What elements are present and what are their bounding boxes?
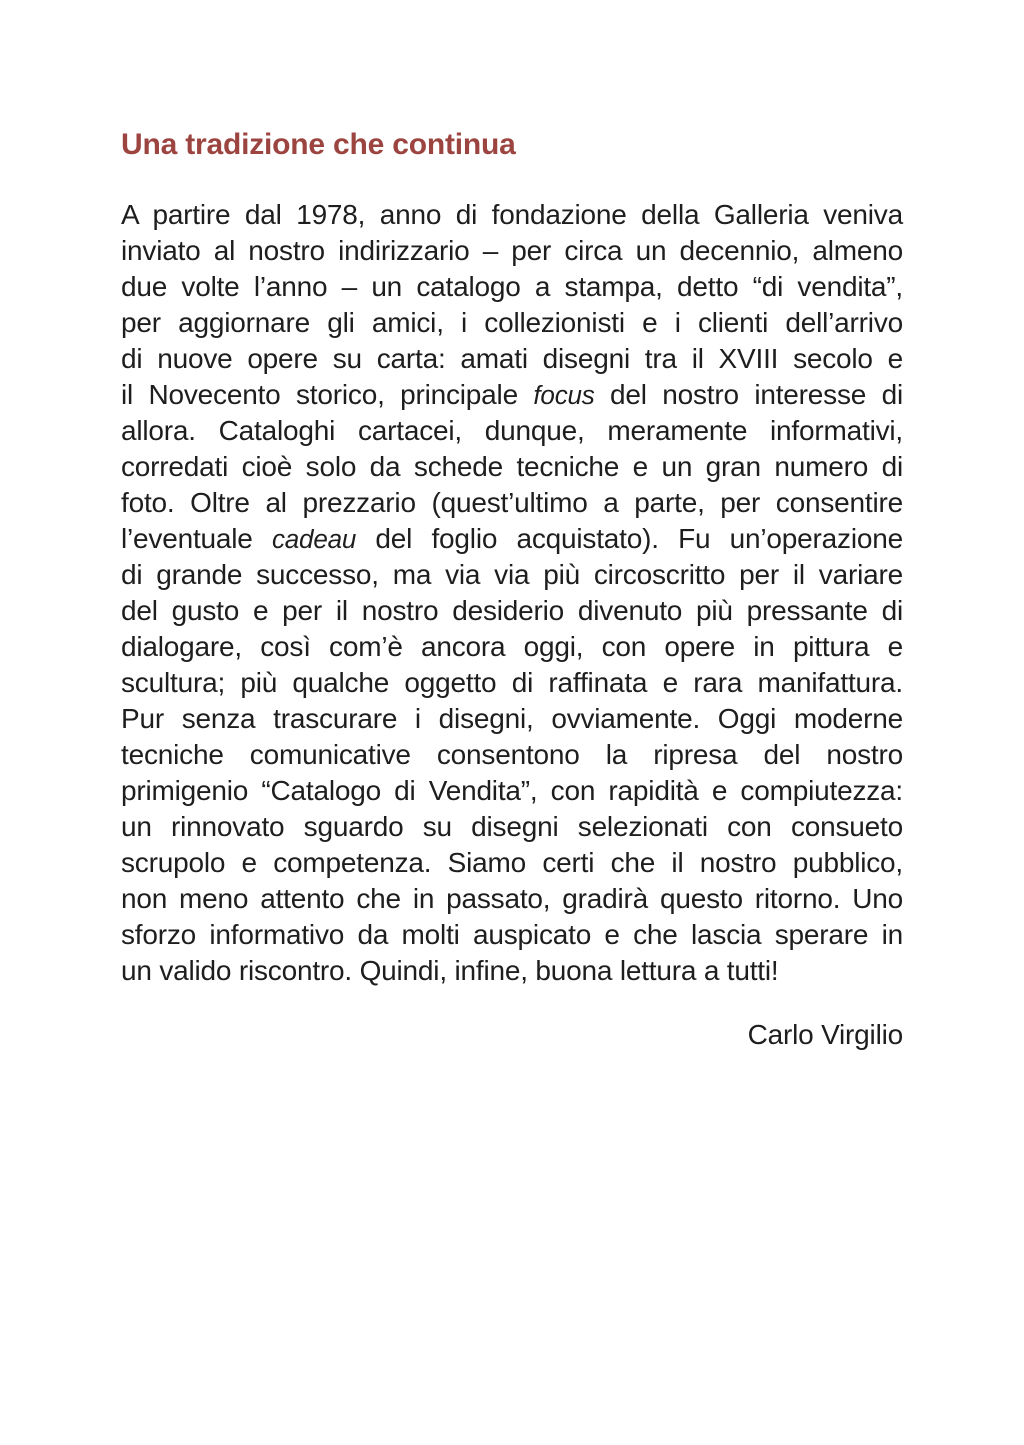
text-segment: di grande successo, ma via via più circoscritto per il variare	[121, 559, 903, 590]
signature-name: Carlo Virgilio	[747, 1019, 903, 1050]
paragraph-line	[121, 197, 903, 233]
text-segment: A partire dal 1978, anno di fondazione della Galleria veniva	[121, 199, 903, 230]
text-block	[121, 127, 903, 1053]
text-segment: scultura; più qualche oggetto di raffinata e rara manifattura.	[121, 667, 903, 698]
paragraph-line	[121, 737, 903, 773]
paragraph-line	[121, 305, 903, 341]
paragraph-line	[121, 953, 903, 989]
text-segment: primigenio “Catalogo di Vendita”, con rapidità e compiutezza:	[121, 775, 903, 806]
paragraph-line	[121, 845, 903, 881]
paragraph-line	[121, 665, 903, 701]
text-segment: allora. Cataloghi cartacei, dunque, meramente informativi,	[121, 415, 903, 446]
text-segment: del nostro interesse di	[594, 379, 903, 410]
text-segment: per aggiornare gli amici, i collezionisti e i clienti dell’arrivo	[121, 307, 903, 338]
text-segment: sforzo informativo da molti auspicato e che lascia sperare in	[121, 919, 903, 950]
paragraph-line	[121, 269, 903, 305]
text-segment: del gusto e per il nostro desiderio divenuto più pressante di	[121, 595, 903, 626]
text-segment: Pur senza trascurare i disegni, ovviamente. Oggi moderne	[121, 703, 903, 734]
text-segment: l’eventuale	[121, 523, 272, 554]
paragraph-line	[121, 629, 903, 665]
paragraph-line	[121, 233, 903, 269]
text-segment: di nuove opere su carta: amati disegni tra il XVIII secolo e	[121, 343, 903, 374]
text-segment: non meno attento che in passato, gradirà questo ritorno. Uno	[121, 883, 903, 914]
body-paragraph	[121, 197, 903, 989]
text-segment: del foglio acquistato). Fu un’operazione	[356, 523, 903, 554]
text-segment: un rinnovato sguardo su disegni selezionati con consueto	[121, 811, 903, 842]
italic-term: focus	[533, 380, 595, 410]
text-segment: inviato al nostro indirizzario – per circa un decennio, almeno	[121, 235, 903, 266]
paragraph-line	[121, 485, 903, 521]
paragraph-line	[121, 701, 903, 737]
paragraph-line	[121, 413, 903, 449]
paragraph-line	[121, 593, 903, 629]
italic-term: cadeau	[271, 524, 357, 554]
paragraph-line	[121, 521, 903, 557]
text-segment: foto. Oltre al prezzario (quest’ultimo a parte, per consentire	[121, 487, 903, 518]
text-segment: scrupolo e competenza. Siamo certi che il nostro pubblico,	[121, 847, 903, 878]
paragraph-line	[121, 557, 903, 593]
paragraph-line	[121, 773, 903, 809]
page-title: Una tradizione che continua	[121, 128, 516, 161]
paragraph-line	[121, 449, 903, 485]
text-segment: dialogare, così com’è ancora oggi, con opere in pittura e	[121, 631, 903, 662]
paragraph-line	[121, 809, 903, 845]
paragraph-line	[121, 917, 903, 953]
paragraph-line	[121, 341, 903, 377]
text-segment: il Novecento storico, principale	[121, 379, 534, 410]
text-segment: corredati cioè solo da schede tecniche e un gran numero di	[121, 451, 903, 482]
text-segment: un valido riscontro. Quindi, infine, buona lettura a tutti!	[121, 955, 779, 986]
paragraph-line	[121, 377, 903, 413]
text-segment: due volte l’anno – un catalogo a stampa, detto “di vendita”,	[121, 271, 903, 302]
text-segment: tecniche comunicative consentono la ripresa del nostro	[121, 739, 903, 770]
paragraph-line	[121, 881, 903, 917]
